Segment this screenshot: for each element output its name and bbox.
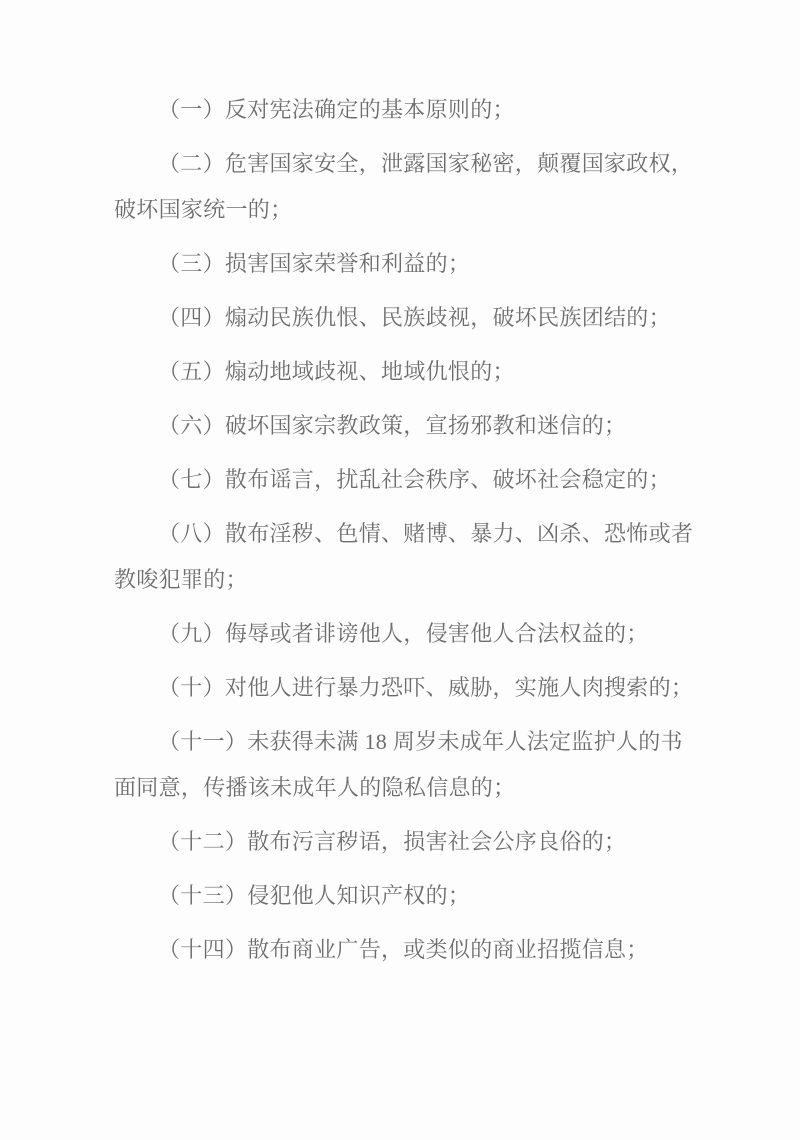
clause-list	[114, 87, 692, 981]
clause-1	[114, 87, 692, 133]
clause-line: （一）反对宪法确定的基本原则的；	[158, 97, 515, 122]
clause-line: 破坏国家统一的；	[114, 197, 293, 222]
clause-line: （十三）侵犯他人知识产权的；	[158, 883, 471, 908]
clause-line: （十一）未获得未满 18 周岁未成年人法定监护人的书	[158, 729, 683, 754]
clause-line: （三）损害国家荣誉和利益的；	[158, 251, 471, 276]
clause-line: （九）侮辱或者诽谤他人，侵害他人合法权益的；	[158, 621, 649, 646]
clause-line: （二）危害国家安全，泄露国家秘密，颠覆国家政权，	[158, 151, 694, 176]
clause-line: 面同意，传播该未成年人的隐私信息的；	[114, 775, 516, 800]
clause-11	[114, 719, 692, 811]
clause-2	[114, 141, 692, 233]
clause-4	[114, 295, 692, 341]
clause-7	[114, 457, 692, 503]
clause-line: （四）煽动民族仇恨、民族歧视，破坏民族团结的；	[158, 305, 671, 330]
clause-line: （十二）散布污言秽语，损害社会公序良俗的；	[158, 829, 627, 854]
clause-13	[114, 873, 692, 919]
clause-line: 教唆犯罪的；	[114, 567, 248, 592]
clause-line: （十）对他人进行暴力恐吓、威胁，实施人肉搜索的；	[158, 675, 694, 700]
clause-line: （七）散布谣言，扰乱社会秩序、破坏社会稳定的；	[158, 467, 671, 492]
clause-line: （五）煽动地域歧视、地域仇恨的；	[158, 359, 515, 384]
clause-8	[114, 511, 692, 603]
clause-3	[114, 241, 692, 287]
clause-line: （十四）散布商业广告，或类似的商业招揽信息；	[158, 937, 649, 962]
clause-9	[114, 611, 692, 657]
clause-line: （八）散布淫秽、色情、赌博、暴力、凶杀、恐怖或者	[158, 521, 694, 546]
clause-10	[114, 665, 692, 711]
clause-6	[114, 403, 692, 449]
clause-12	[114, 819, 692, 865]
clause-5	[114, 349, 692, 395]
clause-line: （六）破坏国家宗教政策，宣扬邪教和迷信的；	[158, 413, 627, 438]
clause-14	[114, 927, 692, 973]
